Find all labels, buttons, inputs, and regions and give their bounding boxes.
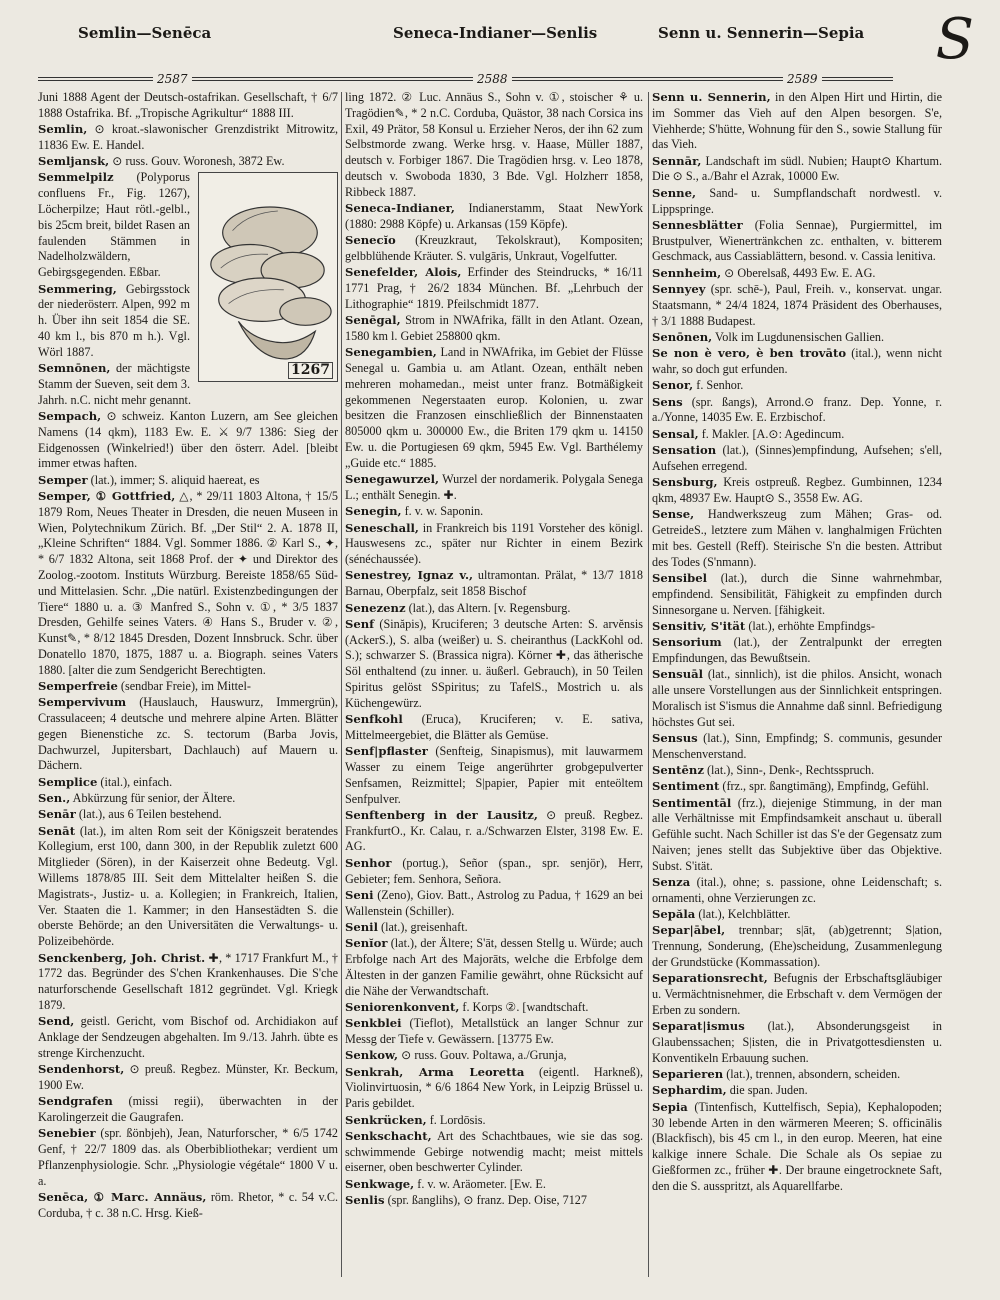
entry-headword: Senkblei: [345, 1016, 402, 1031]
entry-headword: Separ|ābel,: [652, 923, 726, 938]
dictionary-entry: [38, 1190, 338, 1222]
entry-headword: Sense,: [652, 507, 695, 522]
entry-headword: Senkrah, Arma Leoretta: [345, 1064, 525, 1079]
figure-mushroom: [198, 172, 338, 382]
entry-text: (lat.), immer; S. aliquid haereat, es: [90, 472, 260, 487]
dictionary-entry: [652, 330, 942, 346]
entry-headword: Senne,: [652, 185, 697, 200]
entry-text: (spr. schē-), Paul, Freih. v., konservat. ungar. Staatsmann, * 24/4 1824, 1874 Präsident des Oberhauses, † 3/1 1888 Budapest.: [652, 282, 942, 328]
dictionary-entry: [345, 888, 643, 920]
entry-headword: Senf: [345, 616, 375, 631]
dictionary-entry: [38, 489, 338, 679]
entry-headword: Senebier: [38, 1126, 96, 1141]
entry-text: (lat.), trennen, absondern, scheiden.: [726, 1067, 901, 1082]
dictionary-entry: [38, 791, 338, 807]
dictionary-entry: [345, 472, 643, 504]
dictionary-entry: [652, 971, 942, 1018]
entry-text: (Kreuzkraut, Tekolskraut), Kompositen; gelbblühende Kräuter. S. vulgāris, Unkraut, Vogelfutter.: [345, 233, 643, 263]
entry-headword: Sens: [652, 394, 683, 409]
dictionary-entry: [38, 1062, 338, 1094]
entry-text: Abkürzung für senior, der Ältere.: [72, 791, 236, 806]
column-right: [652, 90, 942, 1285]
entry-headword: Senōnen,: [652, 329, 713, 344]
entry-headword: Senefelder, Alois,: [345, 265, 462, 280]
entry-headword: Senlis: [345, 1192, 385, 1207]
entry-text: Art des Schachtbaues, wie sie das sog. schwimmende Gebirge notwendig macht; meist mittels eiserner, oben beschwerter Cylinder.: [345, 1128, 643, 1175]
entry-headword: Sentēnz: [652, 762, 704, 777]
entry-headword: Semper, ① Gottfried,: [38, 488, 176, 503]
entry-headword: Seniorenkonvent,: [345, 999, 460, 1014]
entry-headword: Sendenhorst,: [38, 1062, 125, 1077]
entry-text: (missi regii), überwachten in der Karolingerzeit die Gaugrafen.: [38, 1094, 338, 1124]
entry-text: (Zeno), Giov. Batt., Astrolog zu Padua, † 1629 an bei Wallenstein (Schiller).: [345, 887, 643, 918]
entry-headword: Senegin,: [345, 504, 402, 519]
entry-headword: Sensation: [652, 443, 717, 458]
entry-text: ⊙ schweiz. Kanton Luzern, am See gleichen Namens (14 qkm), 1183 Ew. E. ⚔ 9/7 1386: Sieg der Eidgenossen (Winkelried!) über den österr. Adel. [bleibt immer etwas haften.: [38, 408, 338, 471]
dictionary-entry: [345, 1129, 643, 1176]
entry-headword: Seneca-Indianer,: [345, 201, 455, 216]
entry-headword: Sendgrafen: [38, 1094, 113, 1109]
dictionary-entry: [345, 617, 643, 712]
entry-headword: Sensibel: [652, 570, 707, 585]
entry-text: (Senfteig, Sinapismus), mit lauwarmem Wasser zu einem Teige angerührter grobgepulverter Senfsamen, Reizmittel; S|papier, Papier mit enteöltem Senfpulver.: [345, 744, 643, 806]
entry-text: (frz.), diejenige Stimmung, in der man alle Verhältnisse mit Empfindsamkeit anschaut u. überall Gefühle sucht. Nach Schiller ist das S'e der Gegensatz zum Naiven; jenes stellt das Subjektive über das Objektive. Subst. S'ität.: [652, 795, 942, 873]
entry-text: ⊙ preuß. Regbez. Münster, Kr. Beckum, 1900 Ew.: [38, 1062, 338, 1092]
dictionary-entry: [652, 475, 942, 507]
dictionary-entry: [345, 521, 643, 568]
dictionary-entry: [652, 90, 942, 153]
entry-headword: Senāt: [38, 823, 76, 838]
dictionary-entry: [345, 744, 643, 807]
entry-text: ⊙ preuß. Regbez. FrankfurtO., Kr. Calau, r. a./Schwarzen Elster, 3198 Ew. E. AG.: [345, 807, 643, 854]
section-letter: S: [935, 7, 974, 72]
entry-text: ⊙ Oberelsaß, 4493 Ew. E. AG.: [724, 265, 876, 280]
entry-headword: Senfkohl: [345, 712, 403, 727]
entry-headword: Sen.,: [38, 791, 71, 806]
entry-text: in Frankreich bis 1191 Vorsteher des königl. Hauswesens zc., später nur Richter in einem Bezirk (sénéchaussée).: [345, 520, 643, 567]
dictionary-entry: [652, 619, 942, 635]
entry-text: die span. Juden.: [729, 1083, 808, 1098]
entry-text: f. v. w. Saponin.: [404, 504, 484, 519]
dictionary-entry: [652, 266, 942, 282]
center-running-head: Seneca-Indianer—Senlis: [393, 24, 598, 42]
entry-headword: Sensus: [652, 730, 698, 745]
dictionary-entry: [652, 875, 942, 907]
entry-headword: Send,: [38, 1014, 75, 1029]
dictionary-entry: [38, 679, 338, 695]
dictionary-entry: [38, 1014, 338, 1061]
dictionary-entry: [38, 409, 338, 472]
entry-headword: Semnōnen,: [38, 361, 111, 376]
entry-text: (Polyporus confluens Fr., Fig. 1267), Löcherpilze; Haut rötl.-gelbl., bis 25cm breit, bildet Rasen an faulenden Stämmen in Nadelholzwäldern, Gebirgsgegenden. Eßbar.: [38, 170, 190, 280]
figure-number: 1267: [288, 362, 333, 380]
entry-headword: Senkschacht,: [345, 1128, 432, 1143]
entry-text: Erfinder des Steindrucks, * 16/11 1771 Prag, † 26/2 1834 München. Bf. „Lehrbuch der Lithographie“ 1819. Pfeilschmidt 1877.: [345, 265, 643, 311]
entry-text: (lat., sinnlich), ist die philos. Ansicht, wonach alle unsere Vorstellungen aus der Sinnlichkeit entspringen. Moralisch ist S'ismus die Annahme daß sinnl. Befriedigung höchstes Gut sei.: [652, 667, 942, 729]
entry-text: (Tieflot), Metallstück an langer Schnur zur Messg der Tiefe v. Gewässern. [13775 Ew.: [345, 1016, 643, 1047]
entry-text: (Sinăpis), Kruciferen; 3 deutsche Arten: S. arvĕnsis (AckerS.), S. alba (weißer) u. S. cheiranthus (LackKohl od. S.); schwarzer S. (Brassica nigra). Körner ✚, das ätherische Söl enthaltend (zu inner. u. äußerl. Gebrauch), in 50 Teilen Spiritus gelöst SSpiritus; zu TafelS., Mostrich u. als Küchengewürz.: [345, 616, 643, 710]
dictionary-entry: [345, 201, 643, 233]
entry-headword: Senecĭo: [345, 233, 396, 248]
entry-headword: Separationsrecht,: [652, 971, 768, 986]
dictionary-entry: [652, 1067, 942, 1083]
entry-text: ⊙ russ. Gouv. Poltawa, a./Grunja,: [401, 1048, 567, 1063]
entry-text: (lat.), Sinn, Empfindg; S. communis, gesunder Menschenverstand.: [652, 730, 942, 761]
dictionary-entry: [652, 571, 942, 618]
entry-text: Landschaft im südl. Nubien; Haupt⊙ Khartum. Die ⊙ S., a./Bahr el Azrak, 10000 Ew.: [652, 153, 942, 184]
dictionary-entry: [652, 378, 942, 394]
entry-text: (lat.), aus 6 Teilen bestehend.: [78, 807, 222, 822]
dictionary-entry: [652, 779, 942, 795]
entry-text: (ital.), einfach.: [100, 774, 173, 789]
entry-headword: Senkow,: [345, 1048, 399, 1063]
entry-text: (ital.), wenn nicht wahr, so doch gut erfunden.: [652, 346, 942, 377]
entry-text: Land in NWAfrika, im Gebiet der Flüsse Senegal u. Gambia u. am Atlant. Ozean, enthält neben mehreren mohamedan., meist unter franz. Botmäßigkeit gekommenen Negerstaaten europ. Kolonien, u. zwar besitzen die Franzosen einschließlich der Binnenstaaten 805000 qkm u. 300000 Ew., die Briten 179 qkm u. 14150 Ew. u. die Portugiesen 69 qkm, 5945 Ew. Vgl. Barthélemy „Guide etc.“ 1885.: [345, 345, 643, 470]
entry-text: ultramontan. Prälat, * 13/7 1818 Barnau, Oberpfalz, seit 1858 Bischof: [345, 568, 643, 599]
entry-headword: Senil: [345, 919, 378, 934]
entry-headword: Sennesblätter: [652, 217, 743, 232]
dictionary-entry: [345, 1048, 643, 1064]
dictionary-entry: [345, 936, 643, 999]
entry-text: ⊙ kroat.-slawonischer Grenzdistrikt Mitrowitz, 11836 Ew. E. Handel.: [38, 122, 338, 152]
entry-text: Wurzel der nordamerik. Polygala Senega L.; enthält Senegin. ✚.: [345, 472, 643, 502]
page-number-right: 2589: [783, 72, 822, 86]
dictionary-entry: [652, 1100, 942, 1195]
entry-headword: Senegambien,: [345, 345, 437, 360]
entry-headword: Senegawurzel,: [345, 472, 440, 487]
dictionary-entry: [652, 218, 942, 265]
entry-text: ling 1872. ② Luc. Annäus S., Sohn v. ①, stoischer ⚘ u. Tragödien✎, * 2 n.C. Corduba, Quästor, 38 nach Corsica ins Exil, 49 Prätor, 58 Konsul u. Erzieher Neros, der ihn 62 zum Selbstmorde zwang. Werke hrsg. v. Haase, Müller 1887, deutsch v. Forbiger 1867. Die Tragödien hrsg. v. Leo 1878, deutsch v. Swoboda 1830, 3 Bde. Vgl. Holzherr 1858, Ribbeck 1887.: [345, 90, 643, 199]
entry-text: (lat.), der Zentralpunkt der erregten Empfindungen, das Bewußtsein.: [652, 635, 942, 665]
dictionary-entry: [345, 1177, 643, 1193]
dictionary-entry: [652, 923, 942, 970]
entry-text: röm. Rhetor, * c. 54 v.C. Corduba, † c. 38 n.C. Hrsg. Kieß-: [38, 1189, 338, 1220]
entry-text: (sendbar Freie), im Mittel-: [120, 678, 251, 693]
entry-headword: Sempach,: [38, 408, 102, 423]
entry-text: f. Makler. [A.⊙: Agedincum.: [701, 426, 845, 441]
entry-text: in den Alpen Hirt und Hirtin, die im Sommer das Vieh auf den Alpen besorgen. S'e, Viehherde; S'hütte, Wohnung für den S., sowie Stallung für das Vieh.: [652, 90, 942, 152]
dictionary-entry: [652, 1019, 942, 1066]
entry-text: geistl. Gericht, vom Bischof od. Archidiakon auf Anklage der Sendzeugen abgehalten. Im 9./13. Jahrh. übte es strenge Kirchenzucht.: [38, 1014, 338, 1060]
dictionary-entry: [38, 807, 338, 823]
dictionary-entry: [652, 427, 942, 443]
dictionary-entry: [345, 808, 643, 855]
entry-headword: Senor,: [652, 378, 694, 393]
dictionary-entry: [652, 1083, 942, 1099]
entry-headword: Semmelpilz: [38, 170, 114, 185]
entry-text: (lat.), Sinn-, Denk-, Rechtsspruch.: [706, 762, 875, 777]
dictionary-entry: [38, 1094, 338, 1126]
dictionary-entry: [345, 504, 643, 520]
entry-headword: Senēgal,: [345, 313, 401, 328]
column-left: [38, 90, 338, 1285]
entry-headword: Separat|ismus: [652, 1019, 745, 1034]
dictionary-entry: [38, 122, 338, 154]
dictionary-entry: [652, 507, 942, 570]
entry-headword: Senkrücken,: [345, 1112, 427, 1127]
entry-headword: Sephardim,: [652, 1083, 727, 1098]
entry-headword: Senhor: [345, 855, 392, 870]
entry-headword: Semperfreie: [38, 678, 118, 693]
entry-text: (lat.), der Ältere; S'āt, dessen Stellg u. Würde; auch Erbfolge nach Art des Majorāts, welche die Erbfolge dem Ältesten in der ganzen Familie gewährt, ohne Rücksicht auf die Nähe der Verwandtschaft.: [345, 936, 643, 998]
dictionary-entry: [652, 763, 942, 779]
entry-text: der mächtigste Stamm der Sueven, seit dem 3. Jahrh. n.C. nicht mehr genannt.: [38, 361, 191, 407]
entry-text: (eigentl. Harkneß), Violinvirtuosin, * 6/6 1864 New York, in Leipzig Brüssel u. Paris gebildet.: [345, 1064, 643, 1111]
dictionary-entry: [345, 265, 643, 312]
entry-text: (Tintenfisch, Kuttelfisch, Sepia), Kephalopoden; 30 lebende Arten in den wärmeren Meeren; S. officinālis (Blackfisch), bis 45 cm l., in den europ. Meeren, hat eine kalkige innere Schale. Die Schale als Os sepiae zu Gießformen zc., früher ✚. Der braune eingetrocknete Saft, den die S. ausspritzt, als Aquarellfarbe.: [652, 1099, 942, 1193]
entry-text: (lat.), im alten Rom seit der Königszeit beratendes Kollegium, erst 100, dann 300, in der Republik zuletzt 600 Mitglieder (Sören), in der Kaiserzeit ohne Bedeutg. Vgl. Willems 1878/85 III. Seit dem Mittelalter heißen S. die Magistrats-, Justiz- u. a. Kollegien; in Frankreich, Italien, Ver. Staaten die 1. Kammer; in den Hansestädten S. die oberste Behörde; an den Universitäten die Verwaltungs- u. Polizeibehörde.: [38, 823, 338, 949]
dictionary-entry: [345, 1016, 643, 1048]
entry-text: ⊙ russ. Gouv. Woronesh, 3872 Ew.: [112, 154, 285, 169]
entry-headword: Sensal,: [652, 426, 699, 441]
dictionary-entry: [652, 395, 942, 427]
page-header: [38, 22, 893, 86]
dictionary-entry: [345, 1000, 643, 1016]
entry-text: (lat.), erhöhte Empfindgs-: [748, 618, 875, 633]
column-center: [345, 90, 643, 1285]
dictionary-entry: [345, 1065, 643, 1112]
dictionary-entry: [345, 856, 643, 888]
dictionary-entry: [345, 920, 643, 936]
entry-headword: Seneschall,: [345, 520, 419, 535]
entry-text: △, * 29/11 1803 Altona, † 15/5 1879 Rom, Neues Theater in Dresden, die neuen Museen in Wien, Polytechnikum Zürich. Bf. „Der Stil“ 2. A. 1878 II, „Kleine Schriften“ 1884. Vgl. Sommer 1886. ② Karl S., ✦, * 6/7 1832 Altona, seit 1868 Prof. der ✦ und Direktor des Zoolog.-zootom. Instituts Würzburg. Bereiste 1858/65 Süd- und Mittelasien. Schr. „Die natürl. Existenzbedingungen der Tiere“ 1880 u. a. ③ Manfred S., Sohn v. ①, * 3/5 1837 Dresden, Gehilfe seines Vaters. ④ Hans S., Bruder v. ②, Kunst✎, * 8/12 1845 Dresden, Dozent Innsbruck. Schr. über Donatello 1870, 1875, 1887 u. a. Biograph. seines Vaters 1880. [alter die zum Sendgericht Berechtigten.: [38, 488, 338, 677]
page-number-center: 2588: [473, 72, 512, 86]
dictionary-entry: [345, 568, 643, 600]
column-divider: [341, 92, 342, 1277]
entry-text: f. Korps ②. [wandtschaft.: [462, 999, 589, 1014]
entry-text: Sand- u. Sumpflandschaft nordwestl. v. Lippspringe.: [652, 185, 942, 216]
entry-text: (spr. ßanglihs), ⊙ franz. Dep. Oise, 7127: [387, 1192, 587, 1207]
dictionary-entry: [652, 731, 942, 763]
dictionary-entry: [38, 775, 338, 791]
entry-headword: Seni: [345, 887, 374, 902]
entry-text: (lat.), durch die Sinne wahrnehmbar, empfindend. Sensibilität, Fähigkeit zu empfinden durch Sinnesorgane u. Nerven. [fähigkeit.: [652, 570, 942, 617]
dictionary-entry: [38, 824, 338, 950]
entry-headword: Sepăla: [652, 907, 696, 922]
entry-headword: Sennār,: [652, 153, 702, 168]
entry-text: (ital.), ohne; s. passione, ohne Leidenschaft; s. ornamenti, ohne Verzierungen zc.: [652, 875, 942, 905]
entry-headword: Senezenz: [345, 600, 406, 615]
entry-text: Strom in NWAfrika, fällt in den Atlant. Ozean, 1580 km l. Gebiet 258800 qkm.: [345, 313, 643, 343]
entry-headword: Semper: [38, 472, 88, 487]
entry-text: Volk im Lugdunensischen Gallien.: [715, 329, 885, 344]
dictionary-entry: [345, 90, 643, 201]
dictionary-entry: [345, 601, 643, 617]
entry-headword: Senftenberg in der Lausitz,: [345, 807, 538, 822]
dictionary-entry: [345, 313, 643, 345]
entry-text: ✚, * 1717 Frankfurt M., † 1772 das. Begründer des S'chen Krankenhauses. Die S'che naturforschende Gesellschaft 1812 gegründet. Vgl. Kriegk 1879.: [38, 950, 338, 1012]
entry-text: (portug.), Señor (span., spr. senjör), Herr, Gebieter; fem. Senhora, Señora.: [345, 855, 643, 886]
dictionary-entry: [652, 907, 942, 923]
entry-headword: Semplice: [38, 774, 98, 789]
entry-headword: Se non è vero, è ben trovāto: [652, 346, 847, 361]
dictionary-entry: [652, 635, 942, 667]
entry-text: (lat.), greisenhaft.: [381, 919, 468, 934]
dictionary-entry: [652, 282, 942, 329]
entry-headword: Sennyey: [652, 282, 706, 297]
entry-text: f. Lordōsis.: [429, 1112, 486, 1127]
entry-text: Gebirgsstock der niederösterr. Alpen, 992 m h. Über ihn seit 1854 die SE. 40 km l., bis 870 m h.). Vgl. Wörl 1887.: [38, 281, 190, 359]
entry-text: (lat.), (Sinnes)empfindung, Aufsehen; s'ell, Aufsehen erregend.: [652, 443, 942, 473]
entry-text: Kreis ostpreuß. Regbez. Gumbinnen, 1234 qkm, 48937 Ew. Haupt⊙ S., 3558 Ew. AG.: [652, 475, 942, 505]
entry-headword: Senf|pflaster: [345, 744, 428, 759]
entry-headword: Senĭor: [345, 936, 388, 951]
entry-headword: Semlin,: [38, 122, 88, 137]
column-divider: [648, 92, 649, 1277]
entry-headword: Sennheim,: [652, 265, 722, 280]
entry-headword: Sepia: [652, 1099, 688, 1114]
entry-headword: Sensburg,: [652, 475, 718, 490]
entry-text: (lat.), Kelchblätter.: [698, 907, 791, 922]
entry-headword: Sensitiv, S'ität: [652, 618, 746, 633]
entry-headword: Senckenberg, Joh. Christ.: [38, 950, 206, 965]
entry-text: Handwerkszeug zum Mähen; Gras- od. GetreideS., letztere zum Mähen v. langhalmigen Früchten mit bes. Gestell (Reff). Steirische S'n die besten. Attribut des Todes (S'nmann).: [652, 507, 942, 569]
entry-headword: Semmering,: [38, 281, 117, 296]
dictionary-entry: [38, 473, 338, 489]
entry-text: Befugnis der Erbschaftsgläubiger u. Vermächtnisnehmer, die Erbschaft v. dem Vermögen der Erben zu sondern.: [652, 971, 942, 1017]
entry-headword: Sentiment: [652, 779, 720, 794]
entry-headword: Senza: [652, 875, 691, 890]
entry-headword: Separieren: [652, 1067, 724, 1082]
entry-text: trennbar; s|āt, (ab)getrennt; S|ation, Trennung, Sonderung, (Ehe)scheidung, Zusammenlegung der Grundstücke (Kommassation).: [652, 923, 942, 970]
entry-text: (Folia Sennae), Purgiermittel, im Brustpulver, Wienertränkchen zc. enthalten, v. bitterem Geschmack, aus Cassiablättern, besond. v. Cassia lenitiva.: [652, 217, 942, 264]
dictionary-entry: [652, 443, 942, 475]
dictionary-entry: [652, 667, 942, 730]
entry-headword: Sensuāl: [652, 667, 704, 682]
entry-headword: Semljansk,: [38, 154, 110, 169]
entry-text: Juni 1888 Agent der Deutsch-ostafrikan. Gesellschaft, † 6/7 1888 Ostafrika. Bf. „Tropische Agrikultur“ 1888 III.: [38, 90, 338, 120]
dictionary-entry: [38, 1126, 338, 1189]
dictionary-entry: [38, 90, 338, 122]
entry-text: (lat.), das Altern. [v. Regensburg.: [408, 600, 571, 615]
dictionary-entry: [345, 712, 643, 744]
dictionary-entry: [652, 346, 942, 378]
entry-headword: Senestrey, Ignaz v.,: [345, 568, 474, 583]
entry-headword: Sempervivum: [38, 695, 127, 710]
left-running-head: Semlin—Senēca: [78, 24, 212, 42]
entry-headword: Sensorium: [652, 635, 722, 650]
dictionary-entry: [652, 796, 942, 875]
mushroom-illustration: [199, 173, 337, 381]
entry-text: f. Senhor.: [696, 378, 744, 393]
entry-text: (frz., spr. ßangtimāng), Empfindg, Gefühl.: [722, 779, 929, 794]
entry-text: Indianerstamm, Staat NewYork (1880: 2988 Köpfe) u. Arkansas (159 Köpfe).: [345, 201, 643, 231]
entry-headword: Senn u. Sennerin,: [652, 90, 771, 104]
dictionary-entry: [38, 695, 338, 774]
dictionary-entry: [38, 154, 338, 170]
entry-text: f. v. w. Aräometer. [Ew. E.: [417, 1176, 546, 1191]
dictionary-entry: [345, 345, 643, 471]
dictionary-entry: [38, 951, 338, 1014]
dictionary-entry: [345, 233, 643, 265]
dictionary-entry: [652, 154, 942, 186]
entry-text: (Hauslauch, Hauswurz, Immergrün), Crassulaceen; 4 deutsche und mehrere alpine Arten. Blätter gegen Bienenstiche zc. S. tectorum (Barba Jovis, Dachwurzel, Jupitersbart, Dachlauch) auf Mauern u. Dächern.: [38, 695, 338, 773]
entry-text: (spr. ßönbjeh), Jean, Naturforscher, * 6/5 1742 Genf, † 22/7 1809 das. als Oberbibliothekar; verdient um Pflanzenphysiologie. Schr. „Physiologie végétale“ 1800 V u. a.: [38, 1126, 338, 1188]
dictionary-entry: [652, 186, 942, 218]
entry-text: (lat.), Absonderungsgeist in Glaubenssachen; S|isten, die in Privatgottesdiensten u. Konventikeln Erbauung suchen.: [652, 1019, 942, 1065]
entry-text: (spr. ßangs), Arrond.⊙ franz. Dep. Yonne, r. a./Yonne, 14035 Ew. E. Erzbischof.: [652, 394, 942, 425]
entry-headword: Senkwage,: [345, 1176, 415, 1191]
entry-text: (Eruca), Kruciferen; v. E. sativa, Mittelmeergebiet, die Blätter als Gemüse.: [345, 712, 643, 742]
right-running-head: Senn u. Sennerin—Sepia: [658, 24, 865, 42]
dictionary-entry: [345, 1193, 643, 1209]
entry-headword: Sentimentāl: [652, 795, 732, 810]
entry-headword: Senēca, ① Marc. Annäus,: [38, 1189, 207, 1204]
dictionary-entry: [345, 1113, 643, 1129]
page-number-left: 2587: [153, 72, 192, 86]
entry-headword: Senār: [38, 807, 76, 822]
